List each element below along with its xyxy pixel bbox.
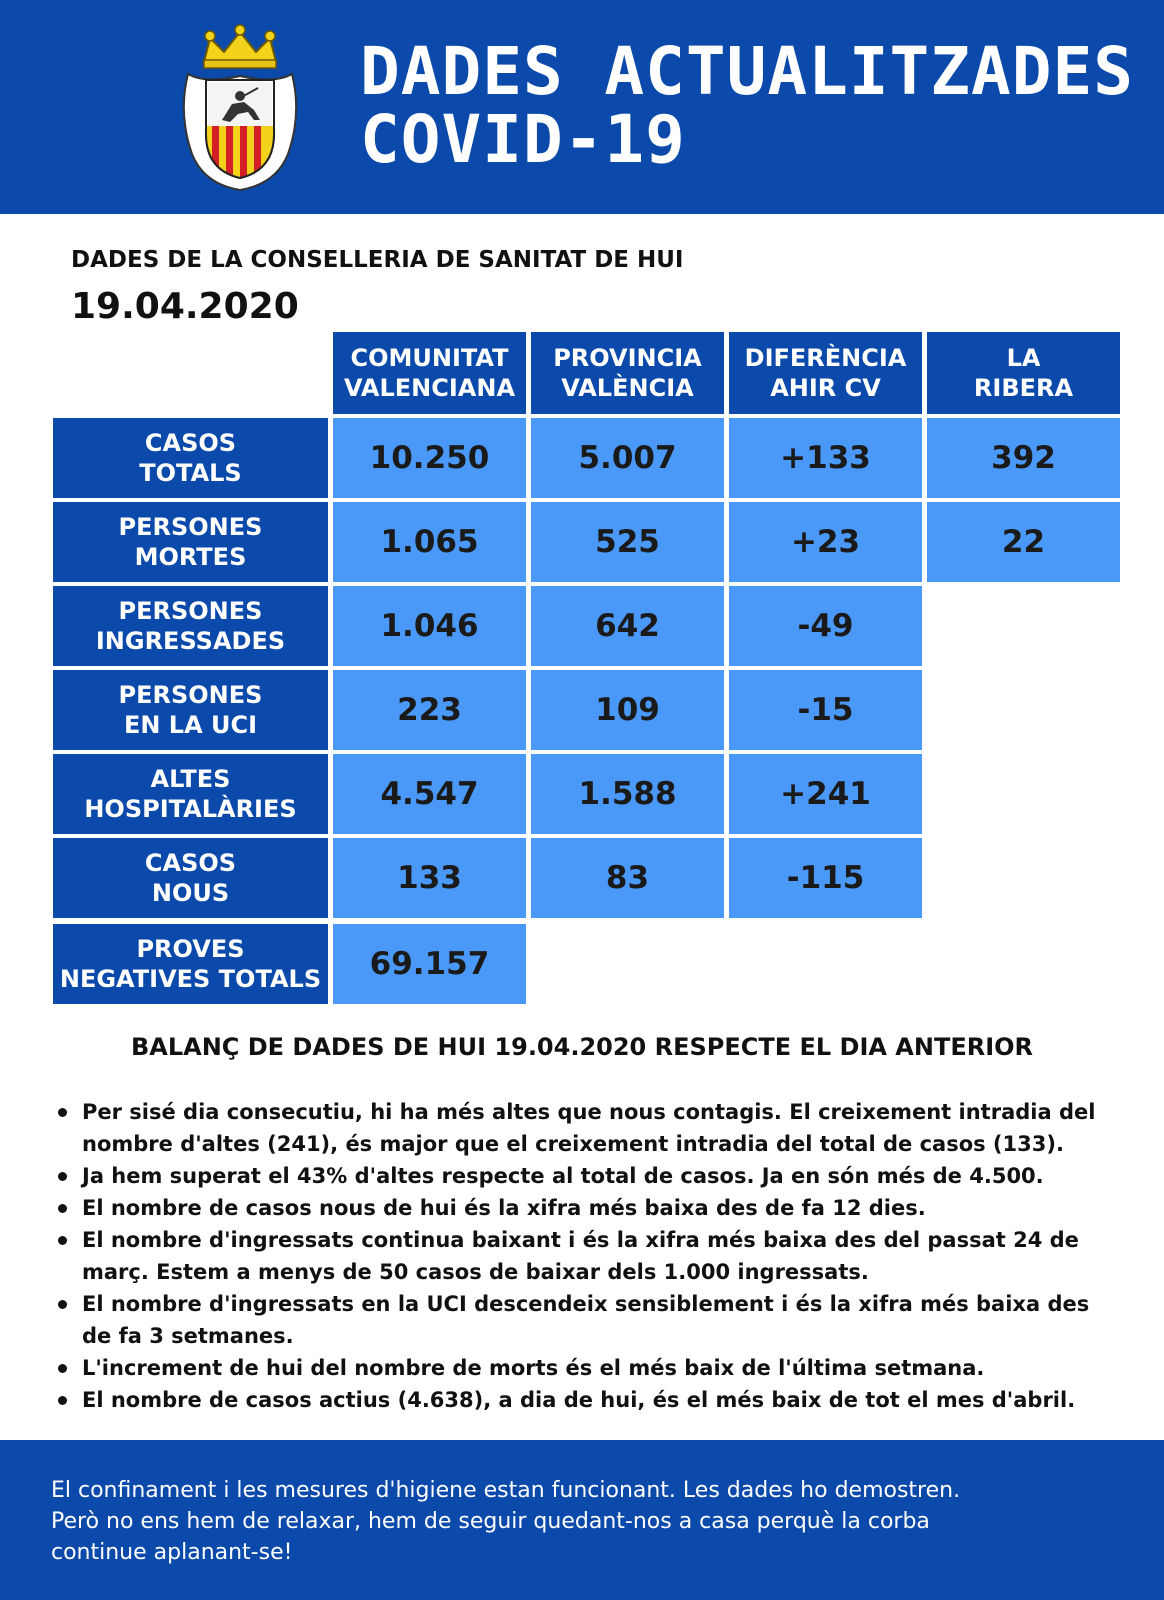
label-line-2: NOUS [151, 879, 230, 907]
list-item [52, 1096, 1122, 1160]
value-text: +23 [790, 524, 861, 560]
value-cell [729, 418, 922, 498]
column-header [531, 332, 724, 414]
value-text: 5.007 [578, 440, 677, 476]
column-header [333, 332, 526, 414]
balance-title: BALANÇ DE DADES DE HUI 19.04.2020 RESPECTE EL DIA ANTERIOR [130, 1033, 1034, 1061]
label-line-2: INGRESSADES [95, 627, 286, 655]
value-text: -115 [786, 860, 865, 896]
list-item-line: El nombre d'ingressats en la UCI descendeix sensiblement i és la xifra més baixa des [82, 1292, 1090, 1316]
value-cell [729, 838, 922, 918]
row-label [53, 502, 328, 582]
list-item-line: El nombre de casos actius (4.638), a dia de hui, és el més baix de tot el mes d'abril. [82, 1388, 1076, 1412]
value-cell [333, 586, 526, 666]
list-item [52, 1224, 1122, 1288]
value-text: -49 [797, 608, 854, 644]
list-item [52, 1192, 1122, 1224]
label-line-1: COMUNITAT [350, 344, 509, 372]
label-line-2: AHIR CV [770, 374, 881, 402]
coat-of-arms-icon [174, 24, 306, 194]
value-text: 1.046 [380, 608, 479, 644]
label-line-2: TOTALS [139, 459, 242, 487]
label-line-1: LA [1006, 344, 1041, 372]
source-subtitle: DADES DE LA CONSELLERIA DE SANITAT DE HUI [71, 247, 684, 273]
value-cell [729, 754, 922, 834]
row-label [53, 586, 328, 666]
list-item-line: Ja hem superat el 43% d'altes respecte al total de casos. Ja en són més de 4.500. [82, 1164, 1044, 1188]
value-cell [531, 586, 724, 666]
list-item-line: Per sisé dia consecutiu, hi ha més altes que nous contagis. El creixement intradia del [82, 1100, 1096, 1124]
bullet-icon [58, 1396, 67, 1405]
bullet-icon [58, 1236, 67, 1245]
value-text: 4.547 [380, 776, 479, 812]
value-text: +241 [780, 776, 871, 812]
row-label [53, 924, 328, 1004]
list-item [52, 1288, 1122, 1352]
value-text: 109 [595, 692, 660, 728]
value-text: 22 [1001, 524, 1046, 560]
label-line-1: PROVES [136, 935, 245, 963]
value-cell [531, 754, 724, 834]
label-line-2: VALENCIANA [343, 374, 516, 402]
label-line-2: RIBERA [973, 374, 1074, 402]
list-item-line: El nombre de casos nous de hui és la xifra més baixa des de fa 12 dies. [82, 1196, 926, 1220]
bullet-icon [58, 1300, 67, 1309]
value-cell [333, 670, 526, 750]
value-text: 223 [397, 692, 462, 728]
list-item-line: El nombre d'ingressats continua baixant i és la xifra més baixa des del passat 24 de [82, 1228, 1079, 1252]
page-title [360, 33, 1134, 178]
label-line-2: EN LA UCI [123, 711, 258, 739]
list-item-line: L'increment de hui del nombre de morts és el més baix de l'última setmana. [82, 1356, 985, 1380]
title-line-2: COVID-19 [360, 101, 686, 178]
value-cell [333, 924, 526, 1004]
label-line-1: PERSONES [118, 513, 263, 541]
list-item-line: nombre d'altes (241), és major que el creixement intradia del total de casos (133). [82, 1132, 1064, 1156]
list-item-line: març. Estem a menys de 50 casos de baixar dels 1.000 ingressats. [82, 1260, 869, 1284]
label-line-1: PERSONES [118, 597, 263, 625]
value-text: 83 [605, 860, 650, 896]
row-label [53, 418, 328, 498]
value-cell [333, 754, 526, 834]
column-header [927, 332, 1120, 414]
footer-line: continue aplanant-se! [51, 1540, 293, 1565]
bullet-icon [58, 1204, 67, 1213]
footer-message [51, 1475, 1131, 1568]
value-text: 69.157 [369, 946, 490, 982]
value-cell [729, 586, 922, 666]
value-text: -15 [797, 692, 854, 728]
bullet-icon [58, 1364, 67, 1373]
value-cell [333, 502, 526, 582]
label-line-1: PROVINCIA [553, 344, 702, 372]
label-line-1: CASOS [144, 849, 237, 877]
value-cell [333, 838, 526, 918]
value-cell [333, 418, 526, 498]
value-text: 642 [595, 608, 660, 644]
value-cell [729, 502, 922, 582]
list-item-line: de fa 3 setmanes. [82, 1324, 294, 1348]
value-text: +133 [780, 440, 871, 476]
label-line-1: DIFERÈNCIA [744, 344, 907, 372]
balance-list [52, 1096, 1122, 1416]
value-cell [927, 418, 1120, 498]
label-line-2: MORTES [134, 543, 247, 571]
label-line-1: PERSONES [118, 681, 263, 709]
label-line-2: NEGATIVES TOTALS [59, 965, 322, 993]
value-cell [927, 502, 1120, 582]
label-line-1: ALTES [150, 765, 231, 793]
value-text: 10.250 [369, 440, 490, 476]
value-cell [531, 670, 724, 750]
label-line-2: VALÈNCIA [561, 374, 694, 402]
label-line-1: CASOS [144, 429, 237, 457]
bullet-icon [58, 1108, 67, 1117]
label-line-2: HOSPITALÀRIES [84, 795, 297, 823]
list-item [52, 1352, 1122, 1384]
value-text: 392 [991, 440, 1056, 476]
row-label [53, 670, 328, 750]
value-text: 1.065 [380, 524, 479, 560]
value-cell [531, 418, 724, 498]
title-line-1: DADES ACTUALITZADES [360, 33, 1134, 110]
column-header [729, 332, 922, 414]
footer-line: El confinament i les mesures d'higiene estan funcionant. Les dades ho demostren. [51, 1478, 961, 1503]
row-label [53, 838, 328, 918]
value-cell [531, 838, 724, 918]
list-item [52, 1160, 1122, 1192]
row-label [53, 754, 328, 834]
list-item [52, 1384, 1122, 1416]
bullet-icon [58, 1172, 67, 1181]
value-text: 133 [397, 860, 462, 896]
footer-line: Però no ens hem de relaxar, hem de seguir quedant-nos a casa perquè la corba [51, 1509, 930, 1534]
value-cell [531, 502, 724, 582]
report-date: 19.04.2020 [71, 286, 299, 327]
value-text: 1.588 [578, 776, 677, 812]
value-cell [729, 670, 922, 750]
value-text: 525 [595, 524, 660, 560]
